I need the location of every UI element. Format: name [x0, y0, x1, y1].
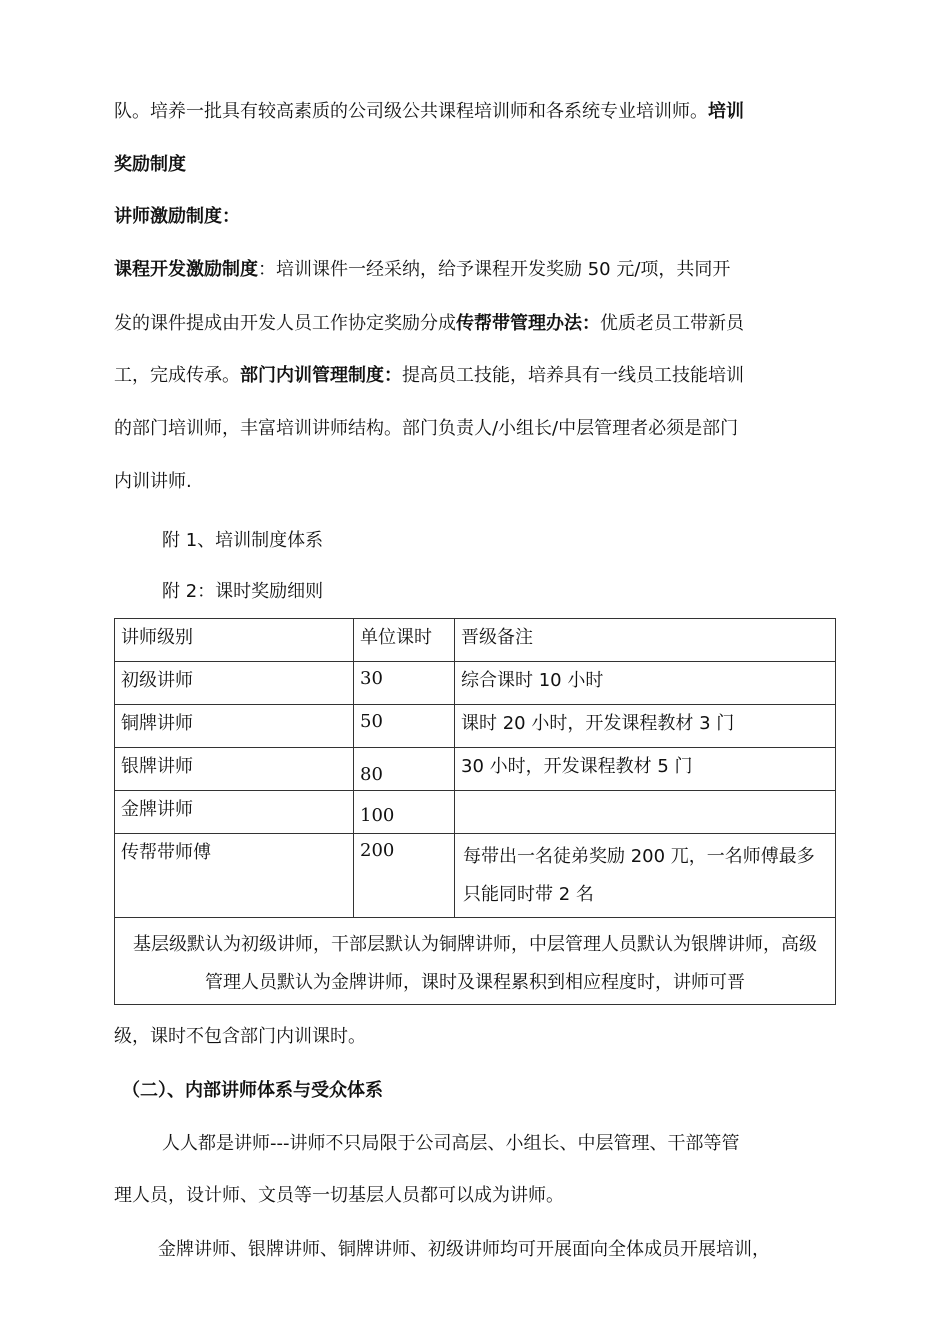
- table-cell-level: 银牌讲师: [115, 748, 354, 791]
- table-cell-note: 30 小时，开发课程教材 5 门: [455, 748, 836, 791]
- table-row: [115, 748, 836, 791]
- appendix-2: [162, 580, 323, 604]
- paragraph-line-10: [114, 1184, 564, 1208]
- text-fragment: 工，完成传承。: [114, 365, 240, 386]
- paragraph-line-6: [114, 364, 744, 388]
- section-heading: [122, 1079, 383, 1103]
- text-fragment: 理人员，设计师、文员等一切基层人员都可以成为讲师。: [114, 1185, 564, 1206]
- table-row: [115, 834, 836, 918]
- table-cell-hours: 30: [354, 662, 455, 705]
- text-fragment: 队。培养一批具有较高素质的公司级公共课程培训师和各系统专业培训师。: [114, 101, 708, 122]
- bold-label: 课程开发激励制度: [114, 259, 258, 280]
- paragraph-line-5: [114, 312, 744, 336]
- text-fragment: 金牌讲师、银牌讲师、铜牌讲师、初级讲师均可开展面向全体成员开展培训，: [158, 1239, 770, 1260]
- table-cell-note: 综合课时 10 小时: [455, 662, 836, 705]
- paragraph-line-1: [114, 100, 744, 124]
- appendix-text: 附 1、培训制度体系: [162, 530, 324, 551]
- table-header-cell: 单位课时: [354, 619, 455, 662]
- paragraph-line-8: [114, 470, 192, 494]
- table-note-cell: 基层级默认为初级讲师，干部层默认为铜牌讲师，中层管理人员默认为银牌讲师，高级管理人员默认为金牌讲师，课时及课程累积到相应程度时，讲师可晋: [115, 918, 836, 1005]
- table-cell-hours: 200: [354, 834, 455, 918]
- text-fragment: 人人都是讲师---讲师不只局限于公司高层、小组长、中层管理、干部等管: [162, 1133, 740, 1154]
- table-cell-level: 铜牌讲师: [115, 705, 354, 748]
- bold-label: 部门内训管理制度：: [240, 365, 402, 386]
- text-fragment: 优质老员工带新员: [600, 313, 744, 334]
- text-fragment: ：培训课件一经采纳，给予课程开发奖励 50 元/项，共同开: [258, 259, 731, 280]
- table-header-cell: 晋级备注: [455, 619, 836, 662]
- heading-text: 奖励制度: [114, 154, 186, 175]
- table-cell-level: 初级讲师: [115, 662, 354, 705]
- table-cell-note: 课时 20 小时，开发课程教材 3 门: [455, 705, 836, 748]
- heading-lecturer-incentive: [114, 205, 240, 229]
- text-fragment: 内训讲师.: [114, 471, 192, 492]
- table-header-cell: 讲师级别: [115, 619, 354, 662]
- bold-heading-fragment: 培训: [708, 101, 744, 122]
- appendix-1: [162, 529, 323, 553]
- table-note-row: [115, 918, 836, 1005]
- table-cell-level: 传帮带师傅: [115, 834, 354, 918]
- paragraph-line-11: [158, 1238, 770, 1262]
- text-fragment: 提高员工技能，培养具有一线员工技能培训: [402, 365, 744, 386]
- table-cell-hours: 80: [354, 748, 455, 791]
- table-cell-hours: 50: [354, 705, 455, 748]
- text-fragment: 发的课件提成由开发人员工作协定奖励分成: [114, 313, 456, 334]
- table-cell-note: [455, 791, 836, 834]
- table-cell-level: 金牌讲师: [115, 791, 354, 834]
- section-title: （二）、内部讲师体系与受众体系: [122, 1080, 383, 1101]
- paragraph-line-4: [114, 258, 730, 282]
- text-fragment: 的部门培训师，丰富培训讲师结构。部门负责人/小组长/中层管理者必须是部门: [114, 418, 739, 439]
- appendix-text: 附 2：课时奖励细则: [162, 581, 324, 602]
- table-row: [115, 791, 836, 834]
- paragraph-line-7: [114, 417, 738, 441]
- table-header-row: [115, 619, 836, 662]
- table-cell-note: 每带出一名徒弟奖励 200 兀，一名师傅最多只能同时带 2 名: [455, 834, 836, 918]
- table-cell-hours: 100: [354, 791, 455, 834]
- paragraph-line-9: [162, 1132, 739, 1156]
- text-fragment: 级，课时不包含部门内训课时。: [114, 1026, 366, 1047]
- bold-label: 传帮带管理办法：: [456, 313, 600, 334]
- lecturer-hours-table: [114, 618, 836, 1005]
- table-row: [115, 662, 836, 705]
- paragraph-after-table: [114, 1025, 366, 1049]
- heading-text: 讲师激励制度：: [114, 206, 240, 227]
- table-row: [115, 705, 836, 748]
- heading-reward-system: [114, 153, 186, 177]
